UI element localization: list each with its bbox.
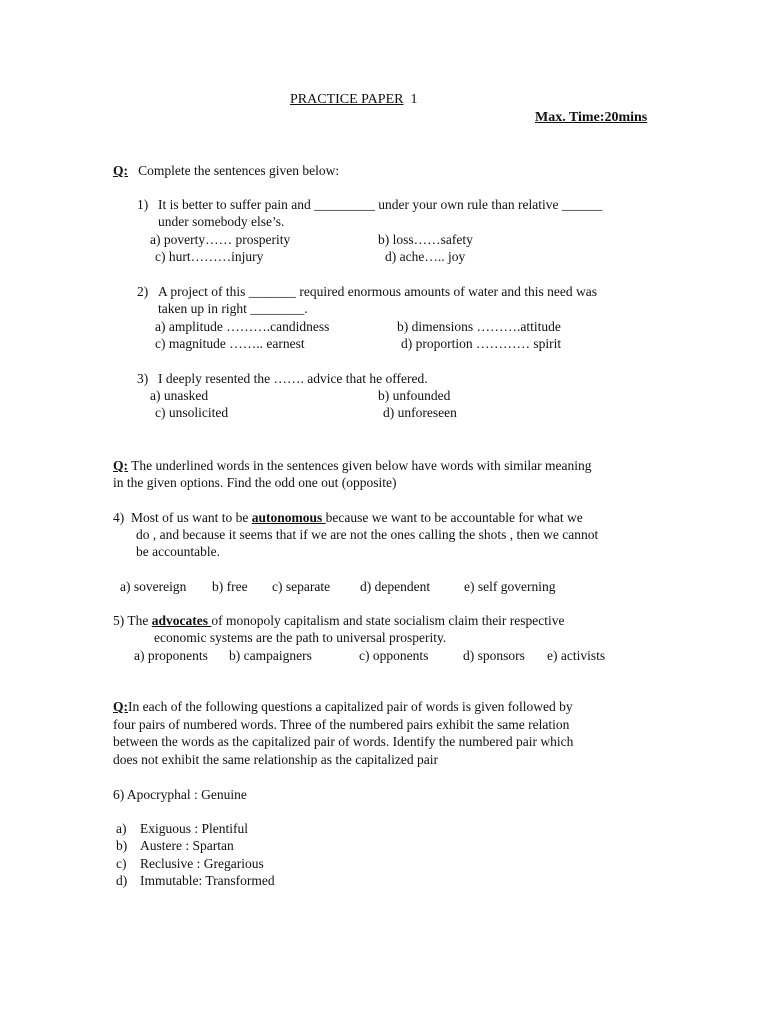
q5-line2: economic systems are the path to universal prosperity. xyxy=(154,630,447,645)
section2-instruction-line1: The underlined words in the sentences given below have words with similar meaning xyxy=(131,458,592,473)
q6-option-c-letter: c) xyxy=(116,856,127,871)
q1-line2: under somebody else’s. xyxy=(158,214,285,229)
q5-line1 xyxy=(113,612,565,629)
q4-line1 xyxy=(113,509,583,526)
q5-post: of monopoly capitalism and state socialism claim their respective xyxy=(211,613,565,628)
q3-option-d: d) unforeseen xyxy=(383,405,457,420)
q1-line1: It is better to suffer pain and _________ under your own rule than relative ______ xyxy=(158,197,603,212)
q4-pre: Most of us want to be xyxy=(131,510,249,525)
q6-option-a-text: Exiguous : Plentiful xyxy=(140,821,248,836)
max-time: Max. Time:20mins xyxy=(535,110,648,125)
q4-option-c: c) separate xyxy=(272,579,331,594)
q6-stem: 6) Apocryphal : Genuine xyxy=(113,787,247,802)
q4-option-a: a) sovereign xyxy=(120,579,187,594)
page-title xyxy=(290,91,417,108)
q2-line2: taken up in right ________. xyxy=(158,301,308,316)
q4-option-e: e) self governing xyxy=(464,579,556,594)
q2-option-a: a) amplitude ……….candidness xyxy=(155,319,330,334)
q4-line2: do , and because it seems that if we are not the ones calling the shots , then we cannot xyxy=(136,527,599,542)
q4-post: because we want to be accountable for what we xyxy=(325,510,583,525)
q5-option-d: d) sponsors xyxy=(463,648,525,663)
q4-option-d: d) dependent xyxy=(360,579,431,594)
q2-number: 2) xyxy=(137,284,149,299)
section3-line1 xyxy=(113,698,573,715)
section1-instruction: Complete the sentences given below: xyxy=(138,163,340,178)
q3-line1: I deeply resented the ……. advice that he offered. xyxy=(158,371,428,386)
q2-line1: A project of this _______ required enormous amounts of water and this need was xyxy=(158,284,598,299)
section3-text-line1: In each of the following questions a capitalized pair of words is given followed by xyxy=(128,699,573,714)
q6-option-b-text: Austere : Spartan xyxy=(140,838,234,853)
q2-option-b: b) dimensions ……….attitude xyxy=(397,319,561,334)
q4-number: 4) xyxy=(113,510,125,525)
q1-option-c: c) hurt………injury xyxy=(155,249,264,264)
q1-option-d: d) ache….. joy xyxy=(385,249,466,264)
q3-option-a: a) unasked xyxy=(150,388,209,403)
section3-q-label: Q: xyxy=(113,699,128,714)
title-number: 1 xyxy=(410,92,418,107)
q5-option-c: c) opponents xyxy=(359,648,429,663)
q3-option-b: b) unfounded xyxy=(378,388,451,403)
q4-underlined-word: autonomous xyxy=(251,510,326,525)
q6-option-b-letter: b) xyxy=(116,838,128,853)
q6-option-d-text: Immutable: Transformed xyxy=(140,873,275,888)
q6-option-d-letter: d) xyxy=(116,873,128,888)
q3-number: 3) xyxy=(137,371,149,386)
section3-line2: four pairs of numbered words. Three of the numbered pairs exhibit the same relation xyxy=(113,717,570,732)
q5-underlined-word: advocates xyxy=(151,613,212,628)
q6-option-c-text: Reclusive : Gregarious xyxy=(140,856,264,871)
q4-option-b: b) free xyxy=(212,579,248,594)
q1-number: 1) xyxy=(137,197,149,212)
q5-number: 5) The xyxy=(113,613,149,628)
q5-option-a: a) proponents xyxy=(134,648,208,663)
section3-line3: between the words as the capitalized pair of words. Identify the numbered pair which xyxy=(113,734,574,749)
q5-option-b: b) campaigners xyxy=(229,648,312,663)
section2-q-label: Q: xyxy=(113,458,128,473)
q4-line3: be accountable. xyxy=(136,544,220,559)
q6-option-a-letter: a) xyxy=(116,821,127,836)
section1-q-label: Q: xyxy=(113,163,128,178)
section3-line4: does not exhibit the same relationship as the capitalized pair xyxy=(113,752,439,767)
section2-heading-line1 xyxy=(113,457,592,474)
q3-option-c: c) unsolicited xyxy=(155,405,229,420)
q2-option-c: c) magnitude …….. earnest xyxy=(155,336,305,351)
q1-option-a: a) poverty…… prosperity xyxy=(150,232,291,247)
q1-option-b: b) loss……safety xyxy=(378,232,473,247)
section1-heading xyxy=(113,162,339,179)
q5-option-e: e) activists xyxy=(547,648,606,663)
title-text: PRACTICE PAPER xyxy=(290,92,404,107)
section2-instruction-line2: in the given options. Find the odd one out (opposite) xyxy=(113,475,397,490)
q2-option-d: d) proportion ………… spirit xyxy=(401,336,562,351)
